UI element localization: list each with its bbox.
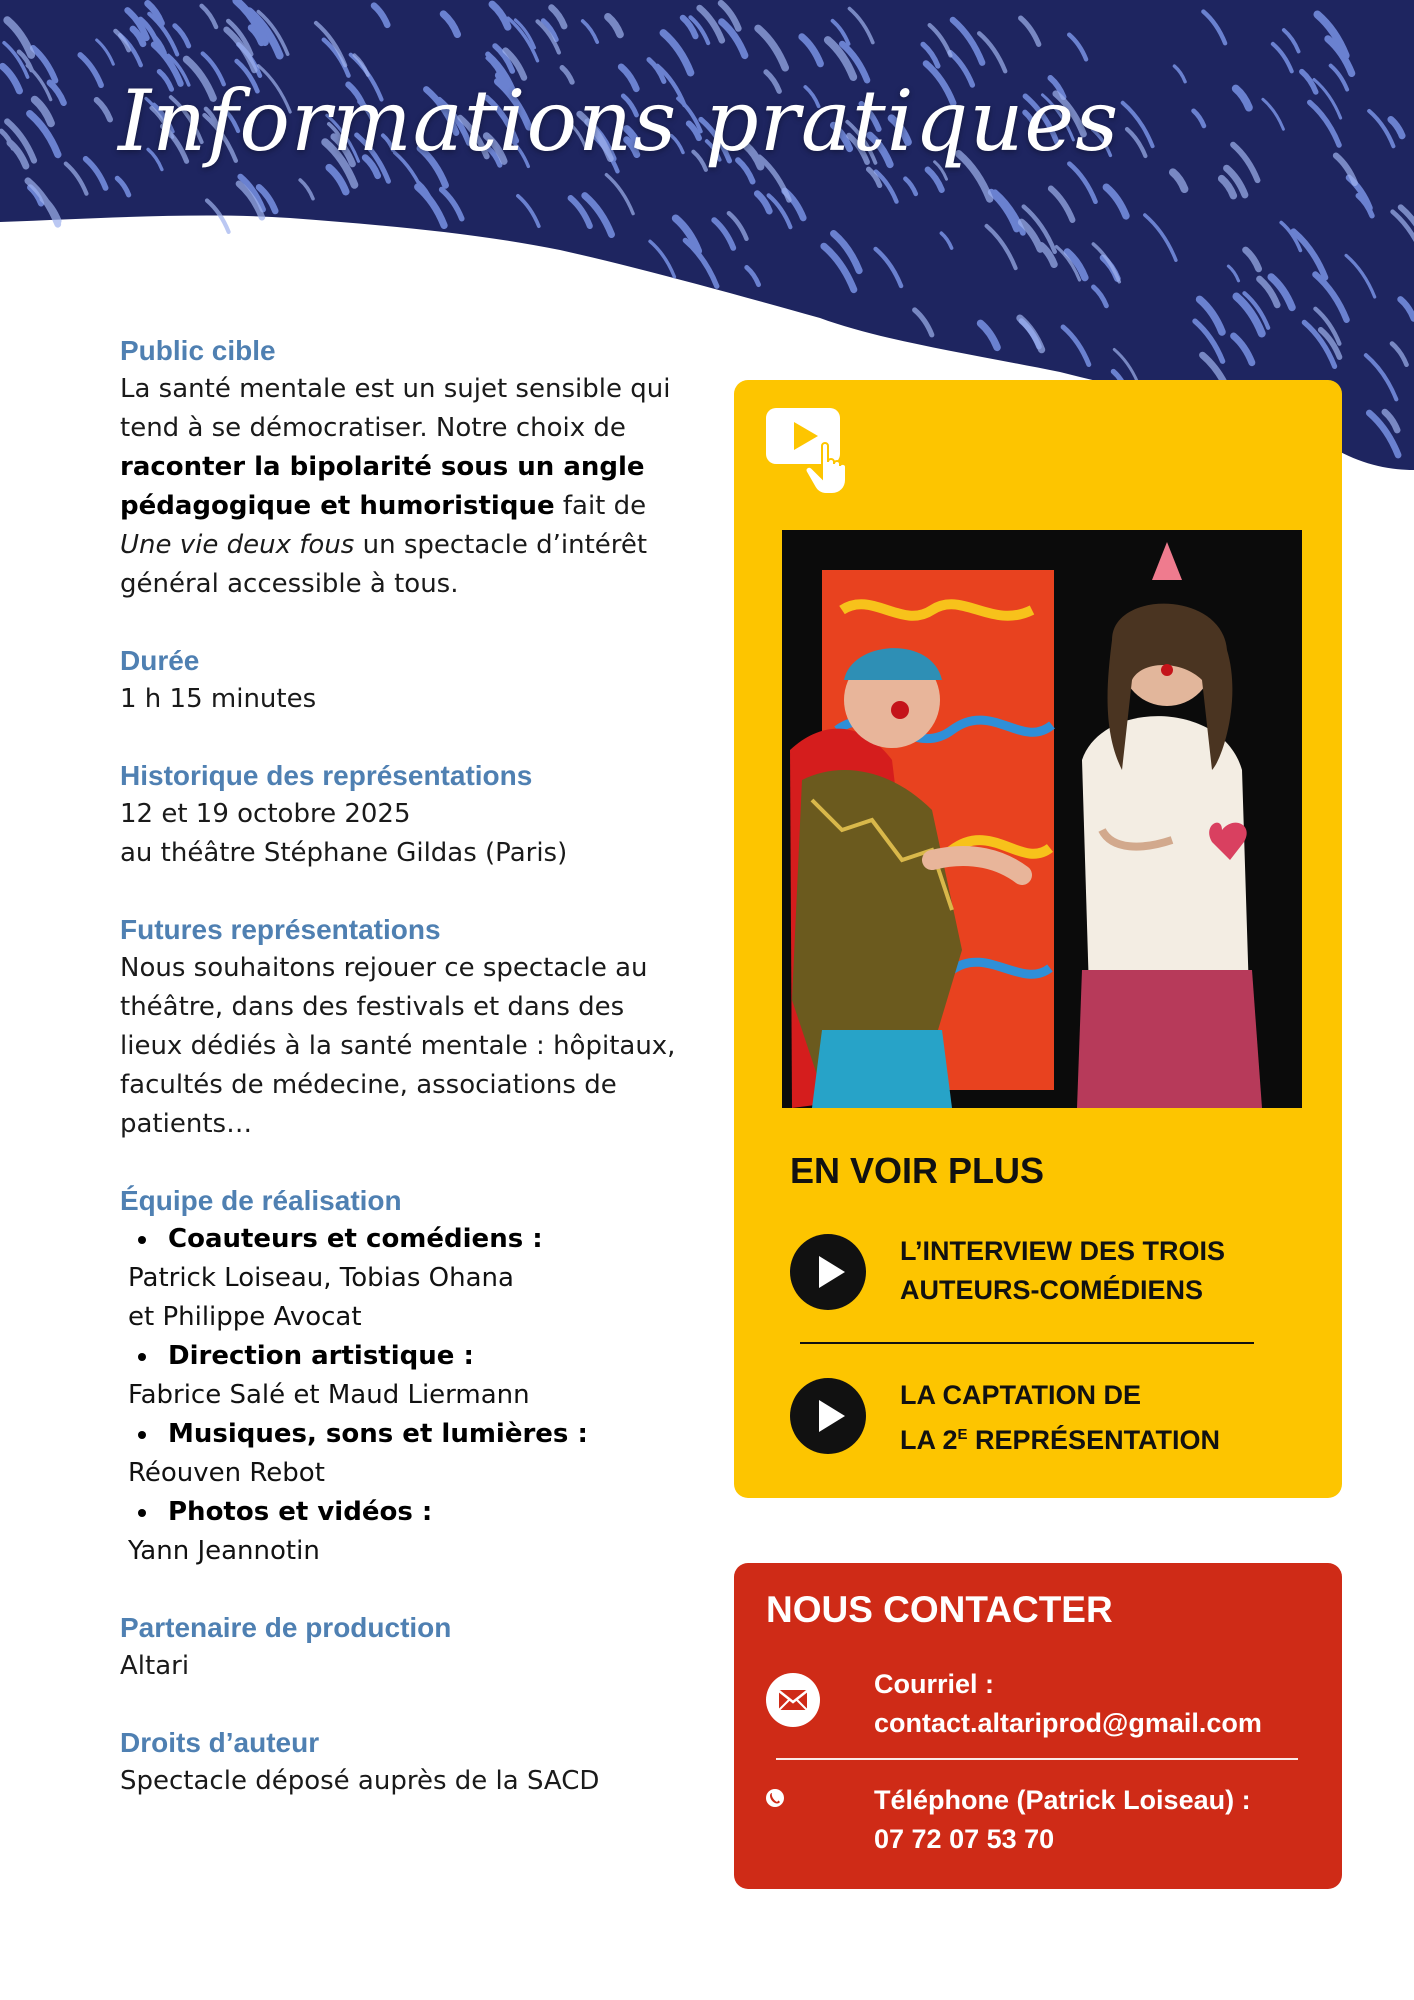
team-names: Réouven Rebot	[128, 1458, 325, 1488]
email-address[interactable]: contact.altariprod@gmail.com	[874, 1708, 1262, 1738]
show-photo	[782, 530, 1302, 1108]
text-run: un spectacle d’intérêt général accessible à tous.	[120, 530, 648, 599]
section-heading: Public cible	[120, 335, 276, 366]
text-run: LA 2	[900, 1425, 958, 1455]
section-futures	[120, 911, 680, 1144]
section-duree	[120, 642, 680, 719]
section-heading: Durée	[120, 645, 200, 676]
team-member	[120, 1220, 680, 1337]
email-label: Courriel :	[874, 1669, 995, 1699]
section-public-cible	[120, 332, 680, 604]
show-title: Une vie deux fous	[120, 530, 355, 560]
media-card	[734, 380, 1342, 1498]
section-historique	[120, 757, 680, 873]
section-text: 12 et 19 octobre 2025	[120, 799, 411, 829]
team-member	[120, 1493, 680, 1571]
superscript: E	[957, 1426, 968, 1443]
link-label-line: LA CAPTATION DE	[900, 1380, 1141, 1410]
interview-video-link[interactable]	[790, 1232, 1310, 1312]
text-run: REPRÉSENTATION	[967, 1425, 1221, 1455]
text-bold: raconter la bipolarité sous un angle pédagogique et humoristique	[120, 452, 645, 521]
section-heading: Partenaire de production	[120, 1612, 452, 1643]
phone-label: Téléphone (Patrick Loiseau) :	[874, 1785, 1251, 1815]
contact-card	[734, 1563, 1342, 1889]
team-role: Musiques, sons et lumières :	[120, 1415, 680, 1454]
section-text: Altari	[120, 1651, 190, 1681]
section-text	[120, 370, 680, 604]
team-list	[120, 1220, 680, 1571]
section-heading: Futures représentations	[120, 914, 441, 945]
section-droits	[120, 1724, 680, 1801]
section-heading: Droits d’auteur	[120, 1727, 320, 1758]
section-heading: Équipe de réalisation	[120, 1185, 402, 1216]
team-role: Coauteurs et comédiens :	[120, 1220, 680, 1259]
team-names: Yann Jeannotin	[128, 1536, 320, 1566]
divider	[800, 1342, 1254, 1344]
team-role: Direction artistique :	[120, 1337, 680, 1376]
contact-heading: NOUS CONTACTER	[766, 1589, 1113, 1630]
text-run: fait de	[554, 491, 647, 521]
play-icon	[790, 1234, 866, 1310]
page-title: Informations pratiques	[118, 72, 1120, 170]
recording-video-link[interactable]	[790, 1376, 1310, 1456]
section-text: Nous souhaitons rejouer ce spectacle au théâtre, dans des festivals et dans des lieux dédiés à la santé mentale : hôpitaux, facultés de médecine, associations de patients…	[120, 953, 676, 1139]
text-run: La santé mentale est un sujet sensible qui tend à se démocratiser. Notre choix de	[120, 374, 671, 443]
section-text: au théâtre Stéphane Gildas (Paris)	[120, 838, 568, 868]
team-member	[120, 1415, 680, 1493]
team-role: Photos et vidéos :	[120, 1493, 680, 1532]
mail-icon	[766, 1673, 820, 1727]
play-icon	[790, 1378, 866, 1454]
link-label	[900, 1232, 1225, 1310]
team-names: Fabrice Salé et Maud Liermann	[128, 1380, 530, 1410]
email-text	[874, 1665, 1262, 1743]
section-heading: Historique des représentations	[120, 760, 533, 791]
team-member	[120, 1337, 680, 1415]
phone-text	[874, 1781, 1251, 1859]
section-text: Spectacle déposé auprès de la SACD	[120, 1766, 600, 1796]
section-equipe	[120, 1182, 680, 1571]
link-label-line	[900, 1415, 1220, 1460]
phone-number[interactable]: 07 72 07 53 70	[874, 1824, 1055, 1854]
phone-icon	[766, 1789, 784, 1807]
link-label	[900, 1376, 1220, 1460]
video-click-icon	[764, 406, 864, 496]
see-more-heading: EN VOIR PLUS	[790, 1150, 1045, 1191]
section-text: 1 h 15 minutes	[120, 684, 317, 714]
section-partenaire	[120, 1609, 680, 1686]
link-label-line: L’INTERVIEW DES TROIS	[900, 1236, 1226, 1266]
team-names: Patrick Loiseau, Tobias Ohana	[128, 1263, 514, 1293]
info-column	[120, 332, 680, 1839]
divider	[776, 1758, 1298, 1760]
link-label-line: AUTEURS-COMÉDIENS	[900, 1275, 1204, 1305]
team-names: et Philippe Avocat	[128, 1302, 362, 1332]
